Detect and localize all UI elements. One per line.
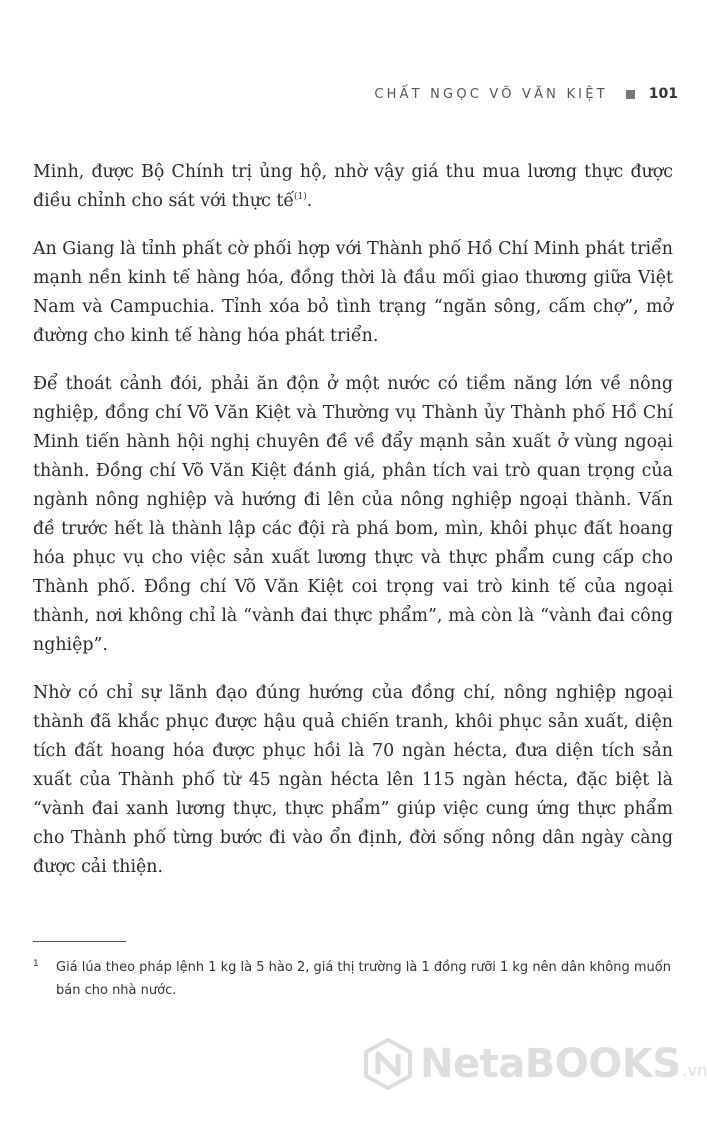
footnote-text: Giá lúa theo pháp lệnh 1 kg là 5 hào 2, giá thị trường là 1 đồng rưỡi 1 kg nên dân không muốn bán cho nhà nước.	[56, 960, 671, 998]
paragraph-1-text: Minh, được Bộ Chính trị ủng hộ, nhờ vậy giá thu mua lương thực được điều chỉnh cho sát với thực tế	[33, 162, 673, 211]
netabooks-logo-icon	[362, 1038, 414, 1090]
page-header	[0, 86, 678, 102]
page-number: 101	[648, 86, 678, 102]
footnote-reference[interactable]: (1)	[294, 192, 307, 202]
watermark	[362, 1038, 707, 1090]
square-bullet-icon	[626, 90, 635, 99]
body-text	[33, 158, 673, 901]
paragraph-3: Để thoát cảnh đói, phải ăn độn ở một nước có tiềm năng lớn về nông nghiệp, đồng chí Võ Văn Kiệt và Thường vụ Thành ủy Thành phố Hồ Chí Minh tiến hành hội nghị chuyên đề về đẩy mạnh sản xuất ở vùng ngoại thành. Đồng chí Võ Văn Kiệt đánh giá, phân tích vai trò quan trọng của ngành nông nghiệp và hướng đi lên của nông nghiệp ngoại thành. Vấn đề trước hết là thành lập các đội rà phá bom, mìn, khôi phục đất hoang hóa phục vụ cho việc sản xuất lương thực và thực phẩm cung cấp cho Thành phố. Đồng chí Võ Văn Kiệt coi trọng vai trò kinh tế của ngoại thành, nơi không chỉ là “vành đai thực phẩm”, mà còn là “vành đai công nghiệp”.	[33, 374, 673, 655]
paragraph-4: Nhờ có chỉ sự lãnh đạo đúng hướng của đồng chí, nông nghiệp ngoại thành đã khắc phục được hậu quả chiến tranh, khôi phục sản xuất, diện tích đất hoang hóa được phục hồi là 70 ngàn hécta, đưa diện tích sản xuất của Thành phố từ 45 ngàn hécta lên 115 ngàn hécta, đặc biệt là “vành đai xanh lương thực, thực phẩm” giúp việc cung ứng thực phẩm cho Thành phố từng bước đi vào ổn định, đời sống nông dân ngày càng được cải thiện.	[33, 683, 673, 877]
paragraph-1-end: .	[306, 191, 313, 211]
footnote-divider	[33, 941, 126, 942]
footnote-marker: 1	[33, 959, 39, 969]
footnote	[33, 956, 673, 1002]
paragraph-2: An Giang là tỉnh phất cờ phối hợp với Thành phố Hồ Chí Minh phát triển mạnh nền kinh tế hàng hóa, đồng thời là đầu mối giao thương giữa Việt Nam và Campuchia. Tỉnh xóa bỏ tình trạng “ngăn sông, cấm chợ”, mở đường cho kinh tế hàng hóa phát triển.	[33, 239, 673, 346]
watermark-suffix: .vn	[682, 1061, 707, 1080]
running-title: CHẤT NGỌC VÕ VĂN KIỆT	[374, 86, 608, 102]
watermark-brand: NetaBOOKS	[420, 1041, 681, 1087]
paragraph-1	[33, 158, 673, 216]
